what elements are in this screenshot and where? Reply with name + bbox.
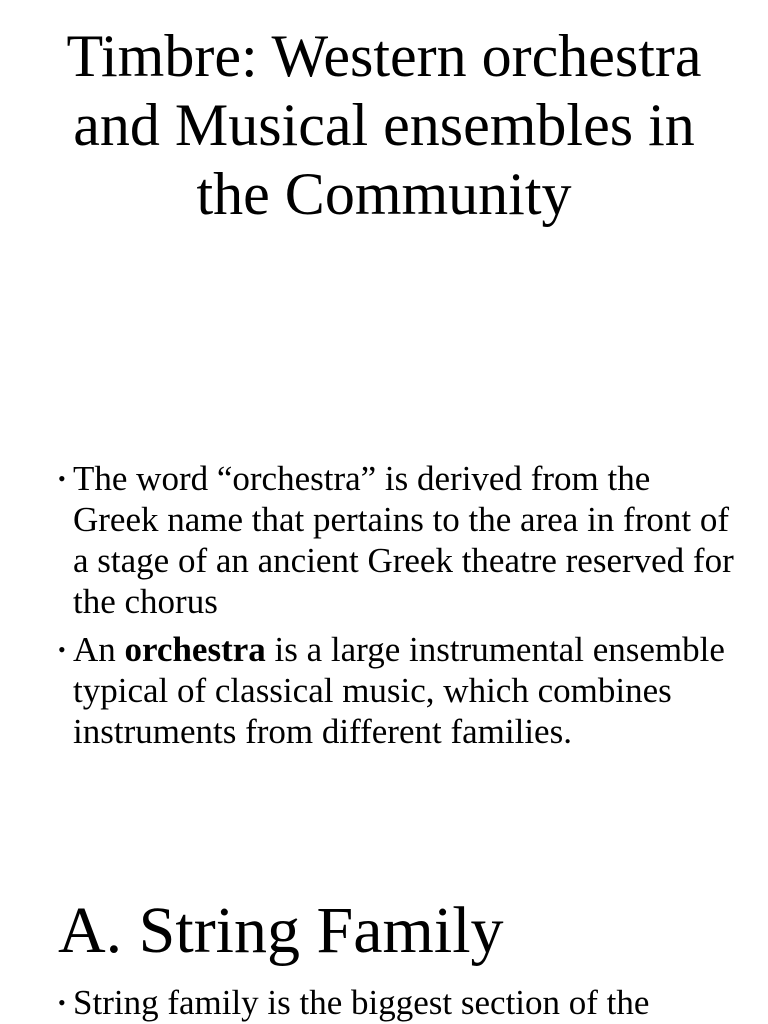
bullet-icon: • (58, 466, 66, 491)
list-item (58, 458, 738, 622)
string-family-bullet-list (58, 982, 758, 1023)
bullet-text-orchestra-definition: is a large instrumental ensemble typical of classical music, which combines instruments from different families. (73, 630, 725, 751)
bold-term-orchestra: orchestra (124, 630, 266, 669)
intro-bullet-list (58, 458, 738, 759)
list-item (58, 629, 738, 752)
list-item (58, 982, 758, 1023)
bullet-text-orchestra-etymology: The word “orchestra” is derived from the Greek name that pertains to the area in front of a stage of an ancient Greek theatre reserved for the chorus (73, 459, 734, 621)
bullet-icon: • (58, 637, 66, 662)
bullet-icon: • (58, 990, 66, 1015)
bullet-text-prefix: An (73, 630, 125, 669)
slide-title: Timbre: Western orchestra and Musical ensembles in the Community (66, 23, 702, 227)
section-heading-string-family: A. String Family (58, 894, 504, 967)
bullet-text-string-family: String family is the biggest section of the (73, 983, 650, 1022)
